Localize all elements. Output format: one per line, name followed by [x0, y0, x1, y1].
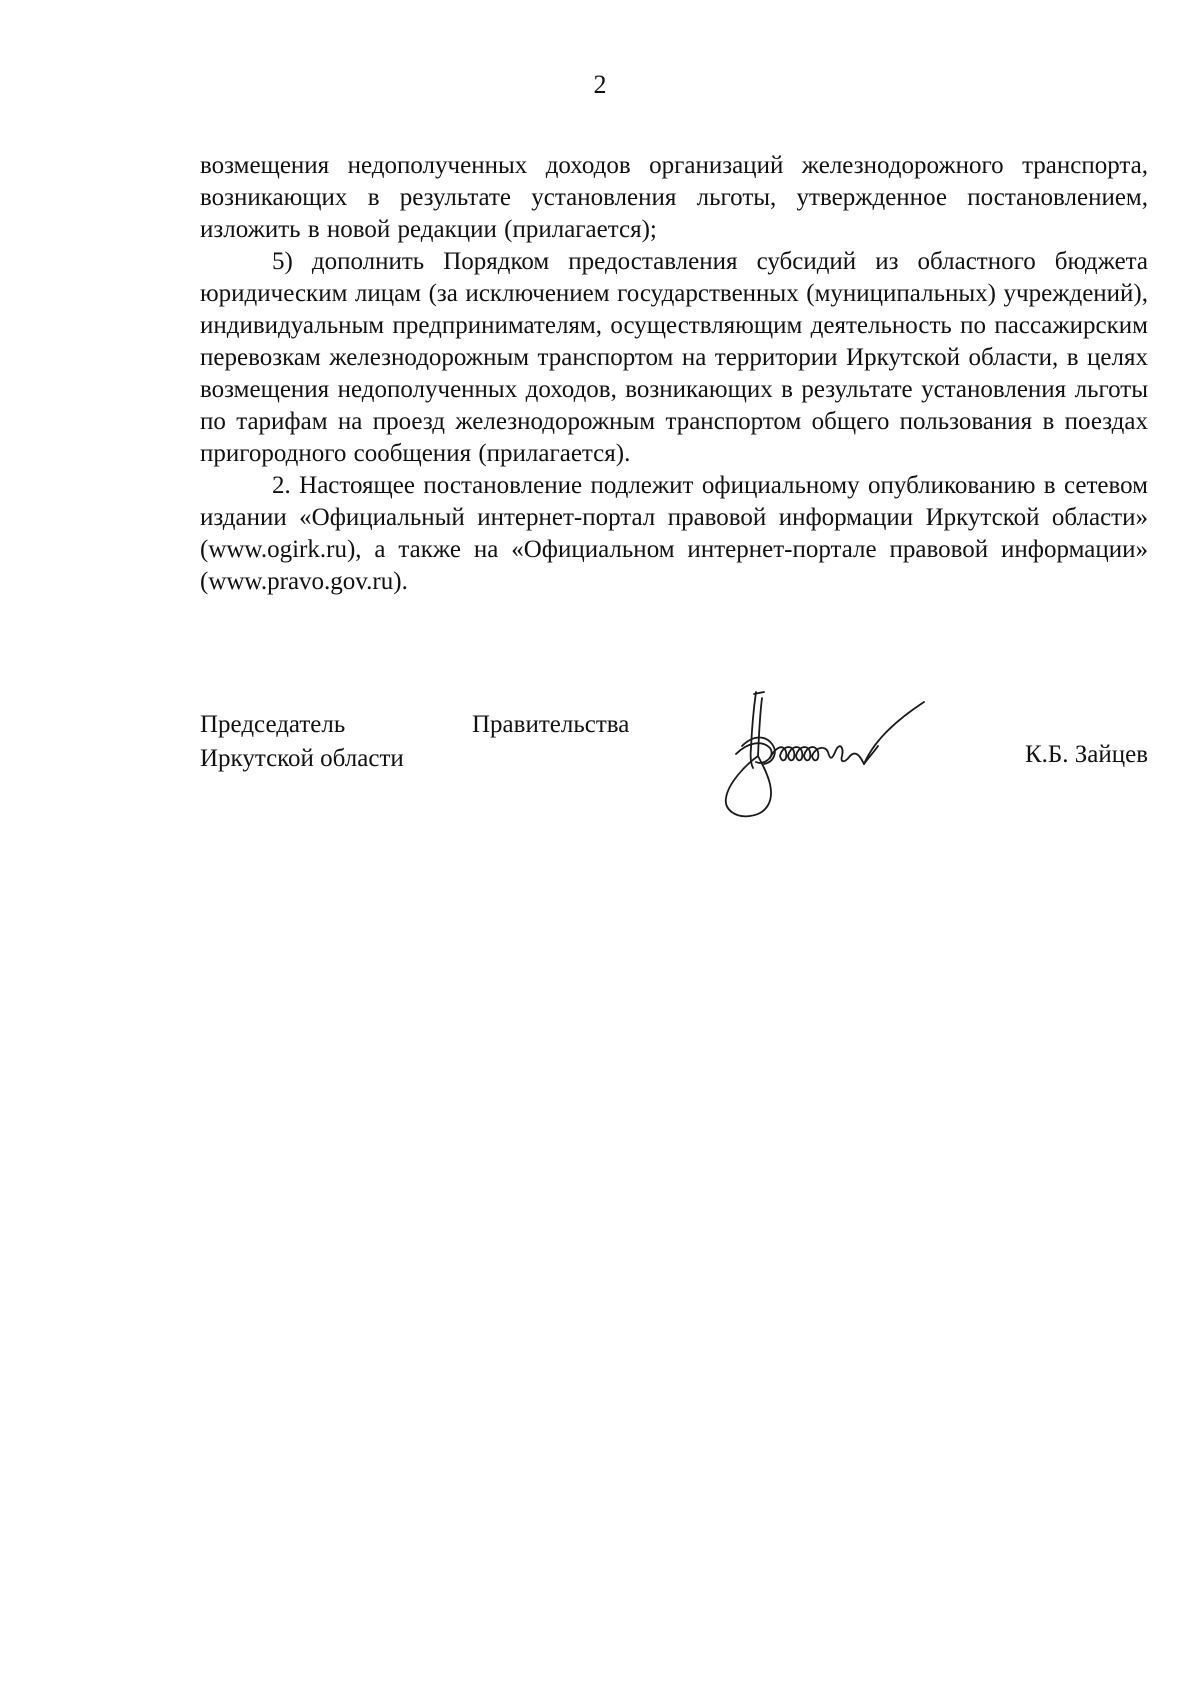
signatory-name: К.Б. Зайцев — [1024, 741, 1148, 768]
paragraph-item-2-publication: 2. Настоящее постановление подлежит официальному опубликованию в сетевом издании «Официальный интернет-портал правовой информации Иркутской области» (www.ogirk.ru), а также на «Официальном интернет-портале правовой информации» (www.pravo.gov.ru). — [200, 472, 1148, 595]
signatory-title-word-2: Правительства — [472, 711, 630, 738]
handwritten-signature — [704, 686, 954, 826]
signatory-title-word-1: Председатель — [200, 711, 346, 738]
paragraph-item-5: 5) дополнить Порядком предоставления субсидий из областного бюджета юридическим лицам (за исключением государственных (муниципальных) учреждений), индивидуальным предпринимателям, осуществляющим деятельность по пассажирским перевозкам железнодорожным транспортом на территории Иркутской области, в целях возмещения недополученных доходов, возникающих в результате установления льготы по тарифам на проезд железнодорожным транспортом общего пользования в поездах пригородного сообщения (прилагается). — [200, 248, 1148, 467]
signature-block — [200, 708, 1148, 848]
paragraph-continuation: возмещения недополученных доходов организаций железнодорожного транспорта, возникающих в результате установления льготы, утвержденное постановлением, изложить в новой редакции (прилагается); — [200, 152, 1148, 243]
signatory-region: Иркутской области — [200, 745, 404, 772]
page-number: 2 — [593, 70, 607, 99]
document-body — [200, 150, 1148, 598]
